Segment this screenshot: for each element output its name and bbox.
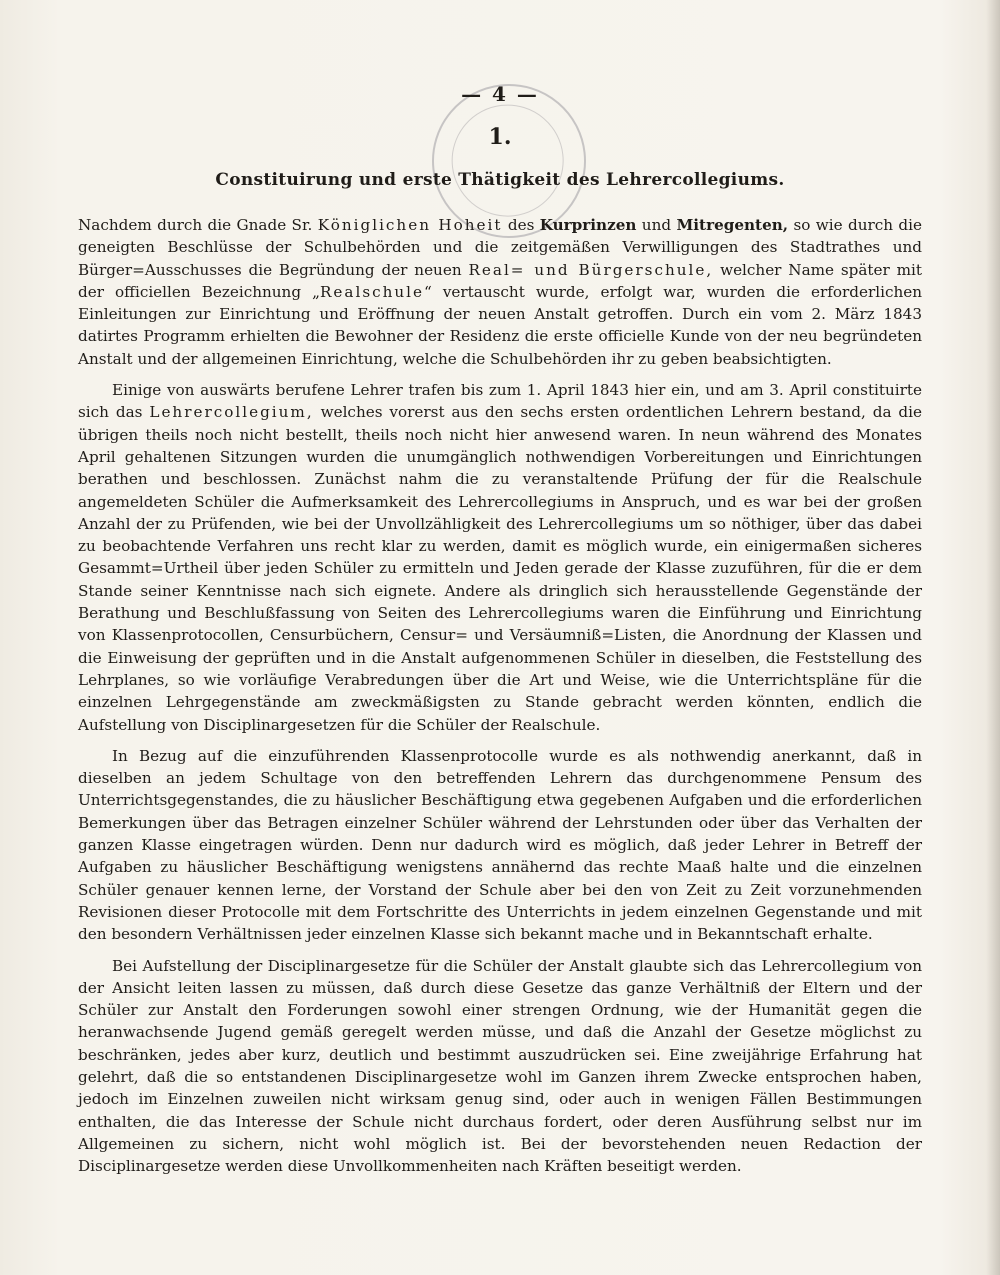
spaced-text: Real= und Bürgerschule, [468,260,714,279]
paragraph [78,955,922,1178]
section-number: 1. [488,124,512,150]
text-run: welches vorerst aus den sechs ersten ordentlichen Lehrern bestand, da die übrigen theils noch nicht bestellt, theils noch nicht hier anwesend waren. In neun während des Monates April gehaltenen Sitzungen wurden die unumgänglich nothwendigen Vorbereitungen und Einrichtungen berathen und beschlossen. Zunächst nahm die zu veranstaltende Prüfung der für die Realschule angemeldeten Schüler die Aufmerksamkeit des Lehrercollegiums in Anspruch, und es war bei der großen Anzahl der zu Prüfenden, wie bei der Unvollzähligkeit des Lehrercollegiums um so nöthiger, über das dabei zu beobachtende Verfahren uns recht klar zu werden, damit es möglich wurde, ein einigermaßen sicheres Gesammt=Urtheil über jeden Schüler zu ermitteln und Jeden gerade der Klasse zuzuführen, für die er dem Stande seiner Kenntnisse nach sich eignete. Andere als dringlich sich herausstellende Gegenstände der Berathung und Beschlußfassung von Seiten des Lehrercollegiums waren die Einführung und Einrichtung von Klassenprotocollen, Censurbüchern, Censur= und Versäumniß=Listen, die Anordnung der Klassen und die Einweisung der geprüften und in die Anstalt aufgenommenen Schüler in dieselben, die Feststellung des Lehrplanes, so wie vorläufige Verabredungen über die Art und Weise, wie die Unterrichtspläne für die einzelnen Lehrgegenstände am zweckmäßigsten zu Stande gebracht werden könnten, endlich die Aufstellung von Disciplinargesetzen für die Schüler der Realschule. [78,403,922,734]
text-run: “ vertauscht wurde, erfolgt war, wurden die erforderlichen Einleitungen zur Einrichtung und Eröffnung der neuen Anstalt getroffen. Durch ein vom 2. März 1843 datirtes Programm erhielten die Bewohner der Residenz die erste officielle Kunde von der neu begründeten Anstalt und der allgemeinen Einrichtung, welche die Schulbehörden ihr zu geben beabsichtigten. [78,282,922,368]
spaced-text: Realschule [319,282,425,301]
page-number: — 4 — [461,82,539,106]
text-run: und [636,216,677,234]
text-run: In Bezug auf die einzuführenden Klassenprotocolle wurde es als nothwendig anerkannt, daß in dieselben an jedem Schultage von den betreffenden Lehrern das durchgenommene Pensum des Unterrichtsgegenstandes, die zu häuslicher Beschäftigung etwa gegebenen Aufgaben und die erforderlichen Bemerkungen über das Betragen einzelner Schüler während der Lehrstunden oder über das Verhalten der ganzen Klasse eingetragen würden. Denn nur dadurch wird es möglich, daß jeder Lehrer in Betreff der Aufgaben zu häuslicher Beschäftigung wenigstens annähernd das rechte Maaß halte und die einzelnen Schüler genauer kennen lerne, der Vorstand der Schule aber bei den von Zeit zu Zeit vorzunehmenden Revisionen dieser Protocolle mit dem Fortschritte des Unterrichts in jedem einzelnen Gegenstande und mit den besondern Verhältnissen jeder einzelnen Klasse sich bekannt mache und in Bekanntschaft erhalte. [78,746,922,944]
text-run: Nachdem durch die Gnade Sr. [78,216,318,234]
text-run: Einige von auswärts berufene Lehrer trafen bis zum 1. April 1843 hier ein, und am 3. April constituirte sich das [78,381,922,422]
paragraph [78,379,922,736]
spaced-text: Lehrercollegium, [149,403,314,422]
paragraph [78,745,922,946]
page-edge-shadow [986,0,1000,1275]
emphasized-text: Mitregenten, [676,216,789,234]
text-run: des [502,216,540,234]
text-run: welcher Name später mit der officiellen Bezeichnung „ [78,260,922,301]
section-title: Constituirung und erste Thätigkeit des Lehrercollegiums. [215,170,785,190]
paragraph [78,214,922,370]
emphasized-text: Kurprinzen [539,216,637,234]
text-run: Bei Aufstellung der Disciplinargesetze für die Schüler der Anstalt glaubte sich das Lehrercollegium von der Ansicht leiten lassen zu müssen, daß durch diese Gesetze das ganze Verhältniß der Eltern und der Schüler zur Anstalt den Forderungen sowohl einer strengen Ordnung, wie der Humanität gegen die heranwachsende Jugend gemäß geregelt werden müsse, und daß die Anzahl der Gesetze möglichst zu beschränken, jedes aber kurz, deutlich und bestimmt auszudrücken sei. Eine zweijährige Erfahrung hat gelehrt, daß die so entstandenen Disciplinargesetze wohl im Ganzen ihrem Zwecke entsprochen haben, jedoch im Einzelnen zuweilen nicht wirksam genug sind, oder auch in wenigen Fällen Bestimmungen enthalten, die das Interesse der Schule nicht durchaus fordert, oder deren Ausführung selbst nur im Allgemeinen zu sichern, nicht wohl möglich ist. Bei der bevorstehenden neuen Redaction der Disciplinargesetze werden diese Unvollkommenheiten nach Kräften beseitigt werden. [78,956,922,1176]
text-run: so wie durch die geneigten Beschlüsse der Schulbehörden und die zeitgemäßen Verwilligungen des Stadtrathes und Bürger=Ausschusses die Begründung der neuen [78,216,922,279]
spaced-text: Königlichen Hoheit [317,216,503,234]
body-text [78,214,922,1186]
